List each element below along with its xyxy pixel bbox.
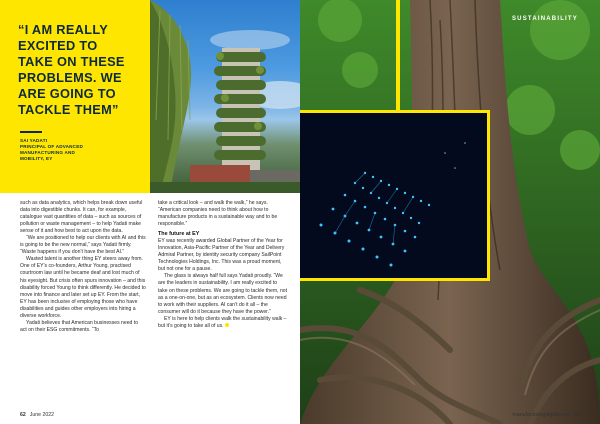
- page-number: 62: [20, 412, 26, 418]
- body-paragraph: [158, 316, 288, 330]
- body-paragraph: Wasted talent is another thing EY steers away from. One of EY’s co-founders, Arthur Young, practised courtroom law until he became deaf and lost much of his eyesight. But crisis often spurs innovation – and this disability forced Young to think differently. He decided to move into finance and later set up EY. From the start, EY has been inclusive of employing those who have disabilities and guides other employers into hiring a diverse workforce.: [20, 256, 146, 319]
- quote-attribution: [20, 138, 140, 162]
- article-column-2: [158, 200, 288, 330]
- attribution-title: MOBILITY, EY: [20, 156, 53, 161]
- pull-quote: [18, 22, 148, 118]
- digital-particles-illustration: [300, 113, 487, 278]
- attribution-name: SAI YADATI: [20, 138, 48, 143]
- article-column-1: [20, 200, 146, 334]
- body-paragraph: take a critical look – and walk the walk,” he says. “American companies need to think about how to manufacture products in a sustainable way and to be responsible.”: [158, 200, 278, 228]
- page-number: 63: [574, 412, 580, 418]
- vertical-forest-photo: [150, 0, 300, 193]
- attribution-title: MANUFACTURING AND: [20, 150, 76, 155]
- yellow-accent-bar: [396, 0, 400, 126]
- body-paragraph: “We are positioned to help our clients with AI and this is going to be the new normal,” says Yadati firmly. “Waste happens if you don’t have the best AI.”: [20, 235, 146, 256]
- page-footer-right: [513, 412, 580, 418]
- body-paragraph: EY was recently awarded Global Partner of the Year for Innovation, Asia-Pacific Partner of the Year and Delivery Admiral Partner, by identity security company SailPoint Technologies Holdings, Inc. This was a proud moment, but not one for a pause.: [158, 238, 285, 273]
- section-label: SUSTAINABILITY: [511, 16, 578, 22]
- quote-line: “I AM REALLY: [18, 22, 109, 37]
- vertical-forest-illustration: [150, 0, 300, 193]
- quote-line: TACKLE THEM”: [18, 102, 119, 117]
- quote-line: PROBLEMS. WE: [18, 70, 122, 85]
- body-paragraph: The glass is always half full says Yadati proudly. “We are the leaders in sustainability. I am really excited to take on these problems. We are going to tackle them, not as a one-on-one, but as an ecosystem. Clients now need to work with their suppliers. AI can’t do it all – the consumer will do it because they have the power.”: [158, 273, 288, 315]
- body-paragraph: Yadati believes that American businesses need to act on their ESG commitments. “To: [20, 319, 139, 333]
- right-page: [300, 0, 600, 424]
- end-mark-icon: [225, 323, 229, 327]
- section-heading: The future at EY: [158, 231, 200, 238]
- quote-line: TAKE ON THESE: [18, 54, 125, 69]
- attribution-title: PRINCIPAL OF ADVANCED: [20, 144, 83, 149]
- quote-line: ARE GOING TO: [18, 86, 116, 101]
- body-paragraph: such as data analytics, which helps break down useful data into digestible chunks. It can, for example, catalogue vast quantities of data – such as sources of pollution or waste management – to help Yadati make sense of it and how best to act upon the data.: [20, 200, 143, 235]
- body-paragraph-text: EY is here to help clients walk the sustainability walk – but it’s going to take all of us.: [158, 315, 287, 329]
- issue-date: June 2022: [29, 412, 55, 418]
- quote-divider: [20, 131, 42, 133]
- quote-line: EXCITED TO: [18, 38, 98, 53]
- digital-network-inset: [300, 110, 490, 281]
- website-url: manufacturingdigital.com: [512, 412, 571, 418]
- page-footer-left: [20, 412, 54, 418]
- pull-quote-panel: [0, 0, 150, 193]
